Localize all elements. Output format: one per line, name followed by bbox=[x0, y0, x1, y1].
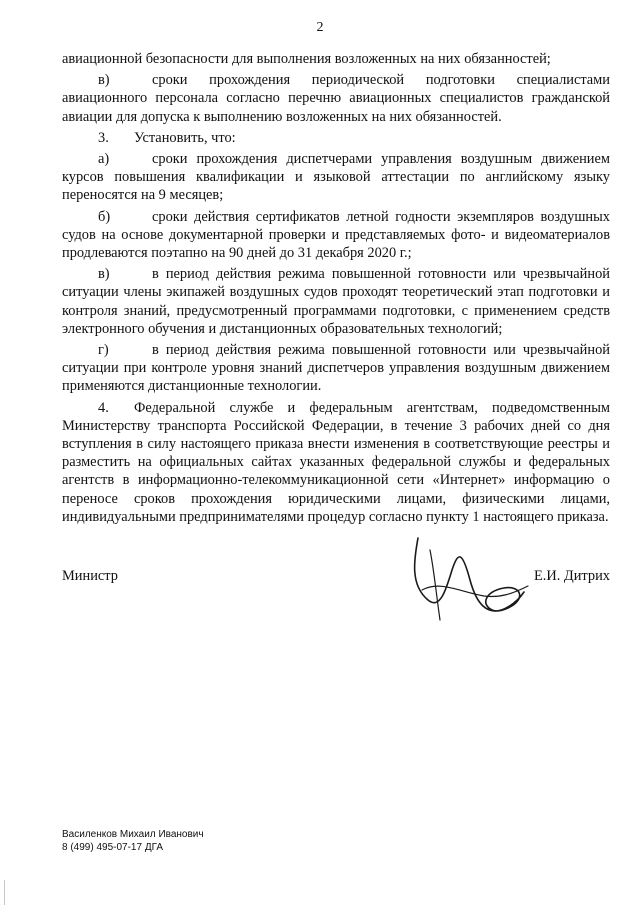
paragraph-marker: в) bbox=[98, 266, 110, 283]
paragraph-text: Установить, что: bbox=[134, 129, 236, 146]
paragraph-2 bbox=[62, 129, 610, 147]
executor-name: Василенков Михаил Иванович bbox=[62, 829, 204, 840]
paragraph-text: авиационной безопасности для выполнения возложенных на них обязанностей; bbox=[62, 51, 551, 67]
signature-block bbox=[62, 568, 610, 598]
paragraph-marker: а) bbox=[98, 151, 110, 168]
paragraph-marker: г) bbox=[98, 342, 109, 359]
executor-footer bbox=[62, 828, 204, 854]
paragraph-text: в период действия режима повышенной готовности или чрезвычайной ситуации члены экипажей воздушных судов проходят теоретический этап подготовки и контроля знаний, предусмотренный программами подготовки, с применением средств электронного обучения и дистанционных образовательных технологий; bbox=[62, 266, 610, 337]
page-number: 2 bbox=[316, 20, 324, 35]
paragraph-text: Федеральной службе и федеральным агентствам, подведомственным Министерству транспорта Российской Федерации, в течение 3 рабочих дней со дня вступления в силу настоящего приказа внести изменения в соответствующие реестры и разместить на официальных сайтах указанных федеральной службы и федеральных агентств в информационно-телекоммуникационной сети «Интернет» информацию о переносе сроков прохождения юридическими лицами, физическими лицами, индивидуальными предпринимателями процедур согласно пункту 1 настоящего приказа. bbox=[62, 399, 610, 525]
signer-position: Министр bbox=[62, 568, 118, 584]
paragraph-marker: в) bbox=[98, 72, 110, 89]
document-body bbox=[62, 50, 610, 529]
paragraph-5 bbox=[62, 265, 610, 338]
paragraph-6 bbox=[62, 341, 610, 396]
paragraph-text: сроки прохождения периодической подготовки специалистами авиационного персонала согласно перечню авиационных специалистов гражданской авиации для допуска к выполнению возложенных на них обязанностей. bbox=[62, 72, 610, 125]
paragraph-text: сроки прохождения диспетчерами управления воздушным движением курсов повышения квалификации и языковой аттестации по английскому языку переносятся на 9 месяцев; bbox=[62, 151, 610, 204]
paragraph-marker: 3. bbox=[98, 129, 109, 146]
paragraph-text: в период действия режима повышенной готовности или чрезвычайной ситуации при контроле уровня знаний диспетчеров управления воздушным движением применяются дистанционные технологии. bbox=[62, 342, 610, 395]
signer-name: Е.И. Дитрих bbox=[533, 568, 610, 584]
paragraph-3 bbox=[62, 150, 610, 205]
paragraph-7 bbox=[62, 399, 610, 526]
paragraph-0 bbox=[62, 50, 610, 68]
executor-phone: 8 (499) 495-07-17 ДГА bbox=[62, 842, 164, 853]
scan-edge-divider bbox=[4, 880, 5, 905]
paragraph-1 bbox=[62, 71, 610, 126]
paragraph-4 bbox=[62, 208, 610, 263]
paragraph-marker: 4. bbox=[98, 399, 109, 416]
paragraph-marker: б) bbox=[98, 208, 111, 225]
paragraph-text: сроки действия сертификатов летной годности экземпляров воздушных судов на основе документарной проверки и представляемых фото- и видеоматериалов продлеваются поэтапно на 90 дней до 31 декабря 2020 г.; bbox=[62, 208, 610, 262]
